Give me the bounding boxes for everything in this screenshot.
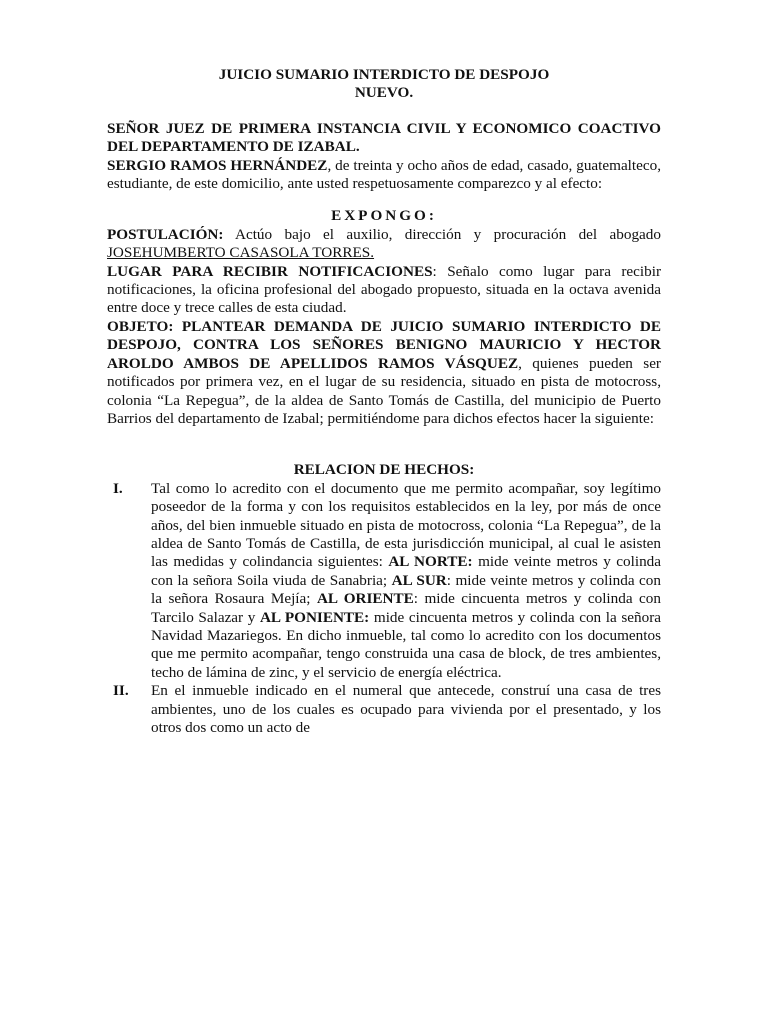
document-title-line2: NUEVO. bbox=[354, 84, 414, 102]
al-poniente-label: AL PONIENTE: bbox=[259, 608, 370, 626]
objeto-text: , quienes pueden ser notificados por primera vez, en el lugar de su residencia, situado en pista de motocross, colonia “La Repegua”, de la aldea de Santo Tomás de Castilla, del municipio de Puerto Barrios del departamento de Izabal; permitiéndome para dichos efectos hacer la siguiente: bbox=[107, 354, 661, 427]
lawyer-name: JOSEHUMBERTO CASASOLA TORRES. bbox=[107, 244, 375, 262]
lugar-label: LUGAR PARA RECIBIR NOTIFICACIONES bbox=[107, 262, 433, 280]
hecho-item bbox=[107, 480, 661, 682]
hecho-text-part: : mide veinte metros y colinda con la señora Rosaura Mejía; bbox=[151, 571, 661, 608]
al-sur-label: AL SUR bbox=[391, 571, 447, 589]
objeto-label: OBJETO: PLANTEAR DEMANDA DE JUICIO SUMARIO INTERDICTO DE DESPOJO, CONTRA LOS SEÑORES BENIGNO MAURICIO Y HECTOR AROLDO AMBOS DE APELLIDOS RAMOS VÁSQUEZ bbox=[107, 317, 661, 372]
hechos-heading: RELACION DE HECHOS: bbox=[293, 461, 475, 479]
expongo-heading: EXPONGO: bbox=[331, 207, 437, 225]
lugar-paragraph bbox=[107, 263, 661, 318]
intro-text: , de treinta y ocho años de edad, casado, guatemalteco, estudiante, de este domicilio, ante usted respetuosamente comparezco y al efecto: bbox=[107, 156, 661, 193]
document-page bbox=[107, 66, 661, 737]
hecho-item bbox=[107, 682, 661, 737]
hecho-text-part: mide cincuenta metros y colinda con la señora Navidad Mazariegos. En dicho inmueble, tal como lo acredito con los documentos que me permito acompañar, tengo construida una casa de block, de tres ambientes, techo de lámina de zinc, y el servicio de energía eléctrica. bbox=[151, 608, 661, 681]
hecho-text-part: mide veinte metros y colinda con la señora Soila viuda de Sanabria; bbox=[151, 553, 662, 589]
hecho-number: I. bbox=[113, 479, 123, 497]
lugar-text: : Señalo como lugar para recibir notificaciones, la oficina profesional del abogado propuesto, situada en la octava avenida entre doce y trece calles de esta ciudad. bbox=[107, 262, 661, 317]
objeto-paragraph bbox=[107, 318, 661, 428]
al-norte-label: AL NORTE: bbox=[388, 553, 473, 571]
spacer bbox=[107, 428, 661, 461]
postulacion-paragraph bbox=[107, 226, 661, 263]
spacer bbox=[107, 103, 661, 120]
hecho-text-part: Tal como lo acredito con el documento que me permito acompañar, soy legítimo poseedor de la forma y con los requisitos establecidos en la ley, por más de once años, del bien inmueble situado en pista de motocross, colonia “La Repegua”, de la aldea de Santo Tomás de Castilla, de esta jurisdicción municipal, al cual le asisten las medidas y colindancia siguientes: bbox=[151, 479, 661, 571]
al-oriente-label: AL ORIENTE bbox=[316, 590, 414, 608]
postulacion-text: Actúo bajo el auxilio, dirección y procuración del abogado bbox=[223, 225, 661, 243]
document-title-line1: JUICIO SUMARIO INTERDICTO DE DESPOJO bbox=[218, 66, 550, 83]
spacer bbox=[107, 193, 661, 207]
postulacion-label: POSTULACIÓN: bbox=[107, 225, 224, 243]
hecho-text: En el inmueble indicado en el numeral que antecede, construí una casa de tres ambientes, uno de los cuales es ocupado para vivienda por el presentado, y los otros dos como un acto de bbox=[151, 682, 661, 736]
intro-paragraph bbox=[107, 157, 661, 194]
addressee: SEÑOR JUEZ DE PRIMERA INSTANCIA CIVIL Y ECONOMICO COACTIVO DEL DEPARTAMENTO DE IZABAL. bbox=[107, 119, 661, 156]
hecho-number: II. bbox=[113, 682, 129, 700]
petitioner-name: SERGIO RAMOS HERNÁNDEZ bbox=[107, 156, 328, 174]
hecho-text-part: : mide cincuenta metros y colinda con Tarcilo Salazar y bbox=[151, 590, 661, 626]
hecho-text bbox=[151, 480, 661, 682]
